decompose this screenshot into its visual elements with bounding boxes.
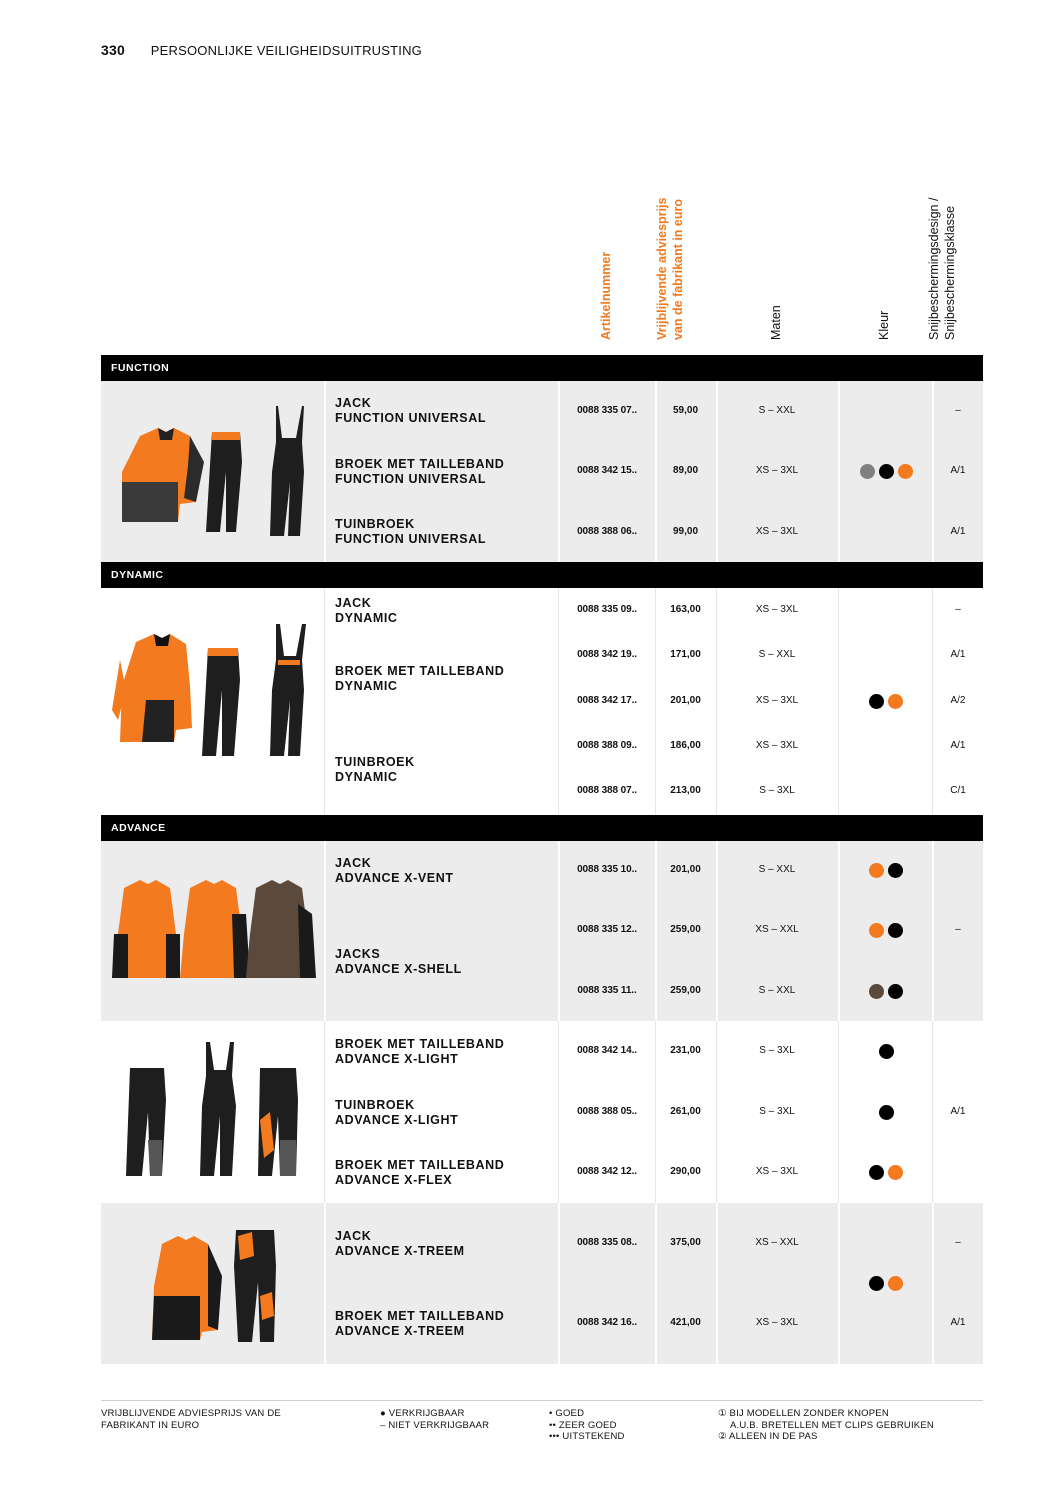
advance-xtreem-image — [142, 1226, 288, 1346]
column-header-kleur: Kleur — [877, 310, 891, 340]
column-header-snijbescherming: Snijbeschermingsdesign / Snijbeschermingsklasse — [927, 197, 957, 340]
product-name: TUINBROEK DYNAMIC — [335, 755, 415, 784]
price: 261,00 — [670, 1106, 701, 1117]
product-name: JACK FUNCTION UNIVERSAL — [335, 396, 487, 425]
color-dots — [840, 1165, 932, 1180]
price: 201,00 — [670, 864, 701, 875]
article-number: 0088 335 11.. — [577, 985, 637, 996]
product-name: JACK ADVANCE X-TREEM — [335, 1229, 465, 1258]
product-name: TUINBROEK ADVANCE X-LIGHT — [335, 1098, 459, 1127]
product-name: BROEK MET TAILLEBAND DYNAMIC — [335, 664, 505, 693]
sizes: XS – 3XL — [755, 695, 799, 706]
cut-class: A/1 — [950, 526, 966, 537]
color-dots — [840, 984, 932, 999]
sizes: S – 3XL — [759, 1045, 795, 1056]
footer-divider — [101, 1400, 983, 1401]
price: 259,00 — [670, 924, 701, 935]
product-name: JACK DYNAMIC — [335, 596, 398, 625]
footer-availability-legend: ● VERKRIJGBAAR – NIET VERKRIJGBAAR — [380, 1408, 490, 1431]
price: 231,00 — [670, 1045, 701, 1056]
price: 59,00 — [672, 405, 699, 416]
color-dot-black — [879, 1044, 894, 1059]
article-number: 0088 388 05.. — [577, 1106, 637, 1117]
color-dot-black — [879, 1105, 894, 1120]
article-number: 0088 335 10.. — [577, 864, 637, 875]
color-dot-orange — [898, 464, 913, 479]
price: 213,00 — [670, 785, 701, 796]
sizes: XS – 3XL — [755, 1317, 799, 1328]
article-number: 0088 335 09.. — [577, 604, 637, 615]
footer-price-note: VRIJBLIJVENDE ADVIESPRIJS VAN DE FABRIKANT IN EURO — [101, 1408, 281, 1431]
price: 259,00 — [670, 985, 701, 996]
article-number: 0088 335 08.. — [577, 1237, 637, 1248]
color-dot-black — [869, 1165, 884, 1180]
cut-class: A/1 — [950, 1106, 966, 1117]
color-dot-brown — [869, 984, 884, 999]
article-number: 0088 342 14.. — [577, 1045, 637, 1056]
jacket-icon — [246, 880, 316, 978]
product-name: BROEK MET TAILLEBAND ADVANCE X-TREEM — [335, 1309, 505, 1338]
article-number: 0088 388 07.. — [577, 785, 637, 796]
trousers-icon — [234, 1230, 276, 1342]
price: 201,00 — [670, 695, 701, 706]
sizes: S – 3XL — [759, 785, 795, 796]
sizes: S – XXL — [758, 649, 796, 660]
color-dot-black — [879, 464, 894, 479]
bib-trousers-icon — [270, 406, 304, 536]
color-dot-grey — [860, 464, 875, 479]
sizes: XS – XXL — [755, 1237, 799, 1248]
page-header — [101, 42, 422, 58]
product-name: BROEK MET TAILLEBAND ADVANCE X-FLEX — [335, 1158, 505, 1187]
article-number: 0088 388 06.. — [577, 526, 637, 537]
article-number: 0088 388 09.. — [577, 740, 637, 751]
page-number: 330 — [101, 42, 125, 58]
price: 89,00 — [672, 465, 699, 476]
footer-rating-legend: • GOED •• ZEER GOED ••• UITSTEKEND — [549, 1408, 625, 1442]
color-dots — [840, 1044, 932, 1059]
dynamic-product-image — [112, 620, 322, 760]
sizes: XS – 3XL — [755, 526, 799, 537]
sizes: S – XXL — [758, 985, 796, 996]
price: 99,00 — [672, 526, 699, 537]
color-dot-orange — [869, 863, 884, 878]
cut-class: C/1 — [950, 785, 966, 796]
sizes: XS – 3XL — [755, 604, 799, 615]
jacket-icon — [112, 634, 192, 742]
cut-class: A/1 — [950, 465, 966, 476]
color-dots — [840, 694, 932, 709]
cut-class: A/1 — [950, 1317, 966, 1328]
page-title: PERSOONLIJKE VEILIGHEIDSUITRUSTING — [150, 43, 422, 58]
price: 171,00 — [670, 649, 701, 660]
trousers-icon — [258, 1068, 298, 1176]
cut-class: A/1 — [950, 740, 966, 751]
price: 163,00 — [670, 604, 701, 615]
sizes: XS – 3XL — [755, 465, 799, 476]
price: 421,00 — [670, 1317, 701, 1328]
cut-class: A/2 — [950, 695, 966, 706]
price: 290,00 — [670, 1166, 701, 1177]
article-number: 0088 335 07.. — [577, 405, 637, 416]
sizes: XS – XXL — [755, 924, 799, 935]
footer-notes: ① BIJ MODELLEN ZONDER KNOPEN A.U.B. BRETELLEN MET CLIPS GEBRUIKEN ② ALLEEN IN DE PAS — [718, 1408, 934, 1442]
cut-class: – — [955, 1237, 961, 1248]
price: 186,00 — [670, 740, 701, 751]
color-dot-black — [888, 863, 903, 878]
article-number: 0088 342 19.. — [577, 649, 637, 660]
jacket-icon — [122, 428, 204, 522]
sizes: S – XXL — [758, 864, 796, 875]
article-number: 0088 342 15.. — [577, 465, 637, 476]
cut-class: A/1 — [950, 649, 966, 660]
advance-trousers-image — [120, 1040, 310, 1180]
color-dots — [840, 863, 932, 878]
color-dots — [840, 923, 932, 938]
product-name: JACKS ADVANCE X-SHELL — [335, 947, 462, 976]
color-dot-black — [869, 1276, 884, 1291]
color-dot-black — [888, 923, 903, 938]
color-dots — [840, 1276, 932, 1291]
bib-trousers-icon — [200, 1042, 236, 1176]
price: 375,00 — [670, 1237, 701, 1248]
article-number: 0088 335 12.. — [577, 924, 637, 935]
color-dot-black — [888, 984, 903, 999]
cut-class: – — [955, 405, 961, 416]
sizes: S – XXL — [758, 405, 796, 416]
function-product-image — [112, 402, 312, 542]
color-dot-orange — [888, 1165, 903, 1180]
jacket-icon — [152, 1236, 222, 1340]
color-dot-orange — [888, 1276, 903, 1291]
sizes: XS – 3XL — [755, 1166, 799, 1177]
cut-class: – — [955, 604, 961, 615]
color-dot-black — [869, 694, 884, 709]
column-header-price: Vrijblijvende adviesprijs van de fabrikant in euro — [655, 197, 685, 340]
section-bar-advance: ADVANCE — [101, 815, 983, 841]
section-bar-function: FUNCTION — [101, 355, 983, 381]
advance-jacks-image — [110, 874, 320, 986]
article-number: 0088 342 12.. — [577, 1166, 637, 1177]
product-name: JACK ADVANCE X-VENT — [335, 856, 454, 885]
product-name: TUINBROEK FUNCTION UNIVERSAL — [335, 517, 487, 546]
color-dot-orange — [888, 694, 903, 709]
color-dots — [840, 464, 932, 479]
bib-trousers-icon — [270, 624, 306, 756]
trousers-icon — [206, 432, 242, 532]
sizes: S – 3XL — [759, 1106, 795, 1117]
product-name: BROEK MET TAILLEBAND FUNCTION UNIVERSAL — [335, 457, 505, 486]
color-dots — [840, 1105, 932, 1120]
jacket-icon — [180, 880, 250, 978]
column-header-maten: Maten — [769, 305, 783, 340]
color-dot-orange — [869, 923, 884, 938]
cut-class: – — [955, 924, 961, 935]
section-bar-dynamic: DYNAMIC — [101, 562, 983, 588]
product-name: BROEK MET TAILLEBAND ADVANCE X-LIGHT — [335, 1037, 505, 1066]
sizes: XS – 3XL — [755, 740, 799, 751]
trousers-icon — [202, 648, 240, 756]
column-header-artikelnummer: Artikelnummer — [599, 251, 613, 340]
article-number: 0088 342 16.. — [577, 1317, 637, 1328]
trousers-icon — [126, 1068, 166, 1176]
article-number: 0088 342 17.. — [577, 695, 637, 706]
jacket-icon — [112, 880, 180, 978]
